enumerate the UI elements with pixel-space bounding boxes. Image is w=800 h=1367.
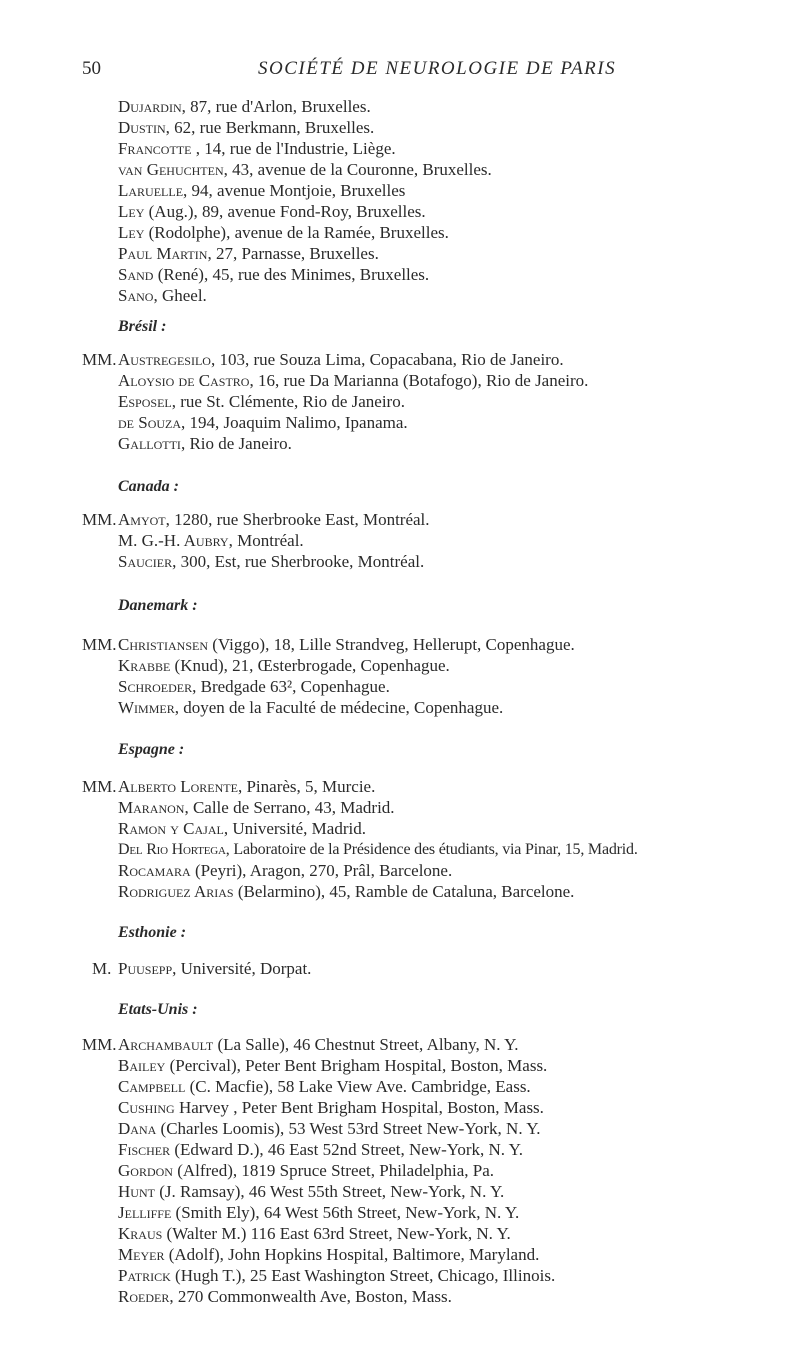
section-title-bresil: Brésil : xyxy=(118,318,167,335)
section-lead: MM. xyxy=(82,510,117,529)
member-entry: van Gehuchten, 43, avenue de la Couronne, Bruxelles. xyxy=(118,160,492,179)
member-entry: Dana (Charles Loomis), 53 West 53rd Street New-York, N. Y. xyxy=(118,1119,541,1138)
member-entry: Paul Martin, 27, Parnasse, Bruxelles. xyxy=(118,244,379,263)
member-entry: Hunt (J. Ramsay), 46 West 55th Street, New-York, N. Y. xyxy=(118,1182,505,1201)
member-entry: Alberto Lorente, Pinarès, 5, Murcie. xyxy=(118,777,376,796)
member-entry: Esposel, rue St. Clémente, Rio de Janeiro. xyxy=(118,392,405,411)
section-title-esthonie: Esthonie : xyxy=(118,924,187,941)
member-entry: Fischer (Edward D.), 46 East 52nd Street, New-York, N. Y. xyxy=(118,1140,524,1159)
section-lead: M. xyxy=(92,959,112,978)
member-entry: Rodriguez Arias (Belarmino), 45, Ramble de Cataluna, Barcelone. xyxy=(118,882,575,901)
member-entry: Laruelle, 94, avenue Montjoie, Bruxelles xyxy=(118,181,406,200)
member-entry: Kraus (Walter M.) 116 East 63rd Street, New-York, N. Y. xyxy=(118,1224,511,1243)
page-number: 50 xyxy=(82,58,101,79)
member-entry: Gallotti, Rio de Janeiro. xyxy=(118,434,292,453)
member-entry: Campbell (C. Macfie), 58 Lake View Ave. Cambridge, Eass. xyxy=(118,1077,531,1096)
member-entry: Archambault (La Salle), 46 Chestnut Street, Albany, N. Y. xyxy=(118,1035,519,1054)
member-entry: Austregesilo, 103, rue Souza Lima, Copacabana, Rio de Janeiro. xyxy=(118,350,564,369)
member-entry: Gordon (Alfred), 1819 Spruce Street, Philadelphia, Pa. xyxy=(118,1161,494,1180)
member-entry: Rocamara (Peyri), Aragon, 270, Prâl, Barcelone. xyxy=(118,861,453,880)
member-entry: Sano, Gheel. xyxy=(118,286,207,305)
section-lead: MM. xyxy=(82,635,117,654)
member-entry: Wimmer, doyen de la Faculté de médecine, Copenhague. xyxy=(118,698,504,717)
member-entry: Dujardin, 87, rue d'Arlon, Bruxelles. xyxy=(118,97,371,116)
member-entry: M. G.-H. Aubry, Montréal. xyxy=(118,531,304,550)
member-entry: Saucier, 300, Est, rue Sherbrooke, Montréal. xyxy=(118,552,425,571)
member-entry: Ramon y Cajal, Université, Madrid. xyxy=(118,819,366,838)
member-entry: Ley (Rodolphe), avenue de la Ramée, Bruxelles. xyxy=(118,223,449,242)
member-entry: Krabbe (Knud), 21, Œsterbrogade, Copenhague. xyxy=(118,656,450,675)
section-title-etats-unis: Etats-Unis : xyxy=(118,1001,198,1018)
section-title-danemark: Danemark : xyxy=(118,597,198,614)
member-entry: Jelliffe (Smith Ely), 64 West 56th Street, New-York, N. Y. xyxy=(118,1203,520,1222)
member-entry: Roeder, 270 Commonwealth Ave, Boston, Mass. xyxy=(118,1287,452,1306)
section-title-espagne: Espagne : xyxy=(118,741,185,758)
running-header: SOCIÉTÉ DE NEUROLOGIE DE PARIS xyxy=(258,58,617,79)
section-title-canada: Canada : xyxy=(118,478,179,495)
section-lead: MM. xyxy=(82,1035,117,1054)
section-lead: MM. xyxy=(82,350,117,369)
member-entry: Dustin, 62, rue Berkmann, Bruxelles. xyxy=(118,118,375,137)
member-entry: Sand (René), 45, rue des Minimes, Bruxelles. xyxy=(118,265,430,284)
member-entry: de Souza, 194, Joaquim Nalimo, Ipanama. xyxy=(118,413,408,432)
member-entry: Ley (Aug.), 89, avenue Fond-Roy, Bruxelles. xyxy=(118,202,426,221)
member-entry: Puusepp, Université, Dorpat. xyxy=(118,959,312,978)
member-entry: Del Rio Hortega, Laboratoire de la Présidence des étudiants, via Pinar, 15, Madrid. xyxy=(118,841,638,858)
member-entry: Cushing Harvey , Peter Bent Brigham Hospital, Boston, Mass. xyxy=(118,1098,544,1117)
member-entry: Schroeder, Bredgade 63², Copenhague. xyxy=(118,677,390,696)
member-entry: Christiansen (Viggo), 18, Lille Strandveg, Hellerupt, Copenhague. xyxy=(118,635,575,654)
member-entry: Patrick (Hugh T.), 25 East Washington Street, Chicago, Illinois. xyxy=(118,1266,556,1285)
member-entry: Amyot, 1280, rue Sherbrooke East, Montréal. xyxy=(118,510,430,529)
member-entry: Bailey (Percival), Peter Bent Brigham Hospital, Boston, Mass. xyxy=(118,1056,548,1075)
member-entry: Francotte , 14, rue de l'Industrie, Liège. xyxy=(118,139,396,158)
section-lead: MM. xyxy=(82,777,117,796)
member-entry: Aloysio de Castro, 16, rue Da Marianna (Botafogo), Rio de Janeiro. xyxy=(118,371,589,390)
member-entry: Maranon, Calle de Serrano, 43, Madrid. xyxy=(118,798,395,817)
member-entry: Meyer (Adolf), John Hopkins Hospital, Baltimore, Maryland. xyxy=(118,1245,540,1264)
